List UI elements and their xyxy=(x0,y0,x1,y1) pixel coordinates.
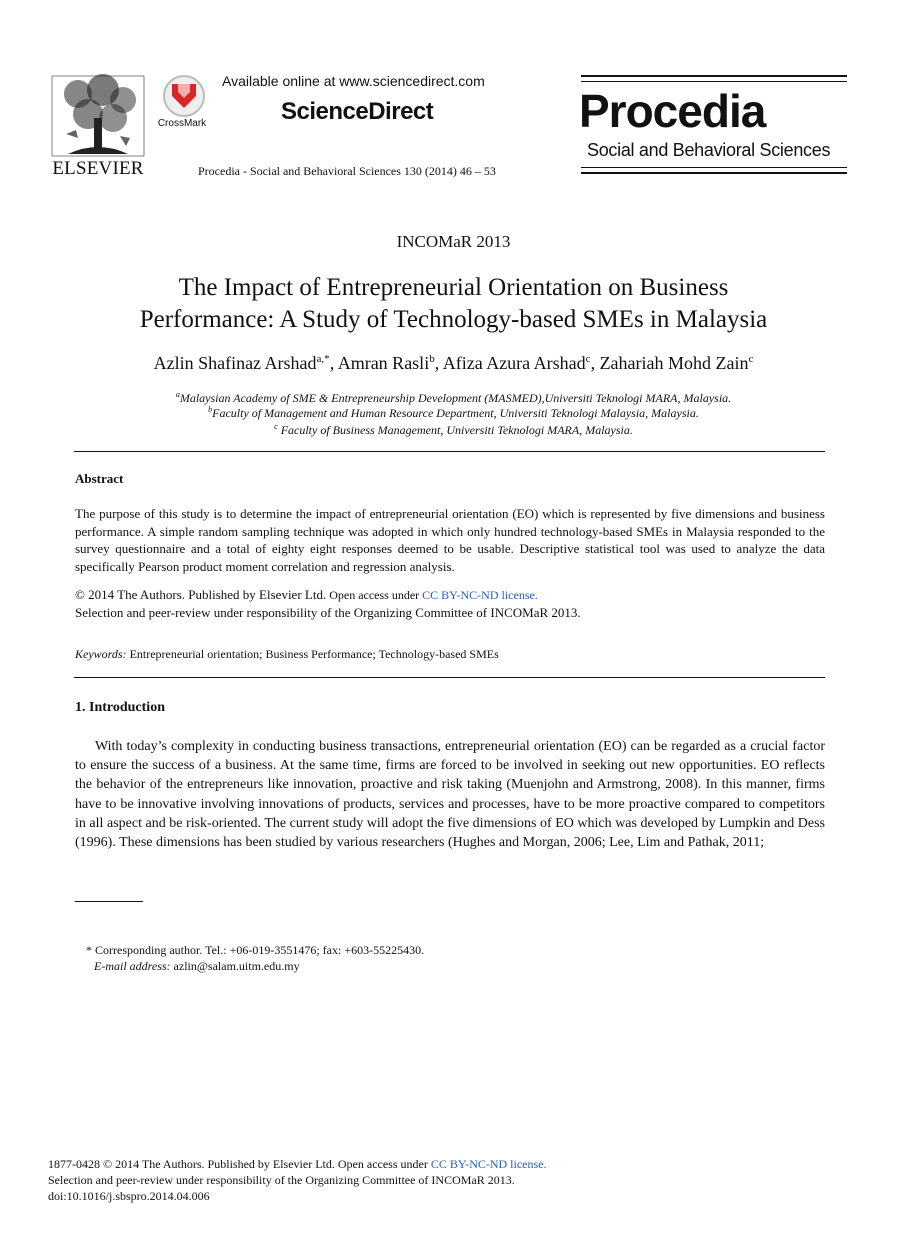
email-address[interactable]: azlin@salam.uitm.edu.my xyxy=(170,959,300,973)
author-affiliation-mark: b xyxy=(429,353,435,365)
available-online-text: Available online at www.sciencedirect.com xyxy=(222,73,485,89)
journal-reference: Procedia - Social and Behavioral Sciences 130 (2014) 46 – 53 xyxy=(198,164,496,178)
affiliation-text: Faculty of Management and Human Resource Department, Universiti Teknologi Malaysia, Malaysia. xyxy=(212,406,699,420)
author-name: Azlin Shafinaz Arshad xyxy=(153,353,317,373)
section-heading-introduction: 1. Introduction xyxy=(75,700,165,715)
sciencedirect-logo-text: ScienceDirect xyxy=(281,98,434,125)
affiliation-mark: c xyxy=(274,422,278,431)
footnote-divider xyxy=(75,901,143,902)
crossmark-label: CrossMark xyxy=(157,118,207,129)
procedia-rule-bottom-thin xyxy=(581,167,847,168)
affiliation-text: Malaysian Academy of SME & Entrepreneurship Development (MASMED),Universiti Teknologi MARA, Malaysia. xyxy=(179,391,732,405)
footer-doi[interactable]: doi:10.1016/j.sbspro.2014.04.006 xyxy=(48,1189,210,1203)
footer-peer-review-line: Selection and peer-review under responsibility of the Organizing Committee of INCOMaR 2013. xyxy=(48,1173,515,1187)
procedia-rule-top-thin xyxy=(581,81,847,82)
introduction-paragraph: With today’s complexity in conducting business transactions, entrepreneurial orientation (EO) can be regarded as a crucial factor to ensure the success of a business. At the same time, firms are forced to be involved in seeking out new opportunities. EO reflects the behavior of the entrepreneurs like innovation, proactive and risk taking (Muenjohn and Armstrong, 2008). In this manner, firms have to be innovative involving innovations of products, services and processes, have to be more proactive compared to competitors in all aspect and be risk-oriented. The current study will adopt the five dimensions of EO which was developed by Lumpkin and Dess (1996). These dimensions has been studied by various researchers (Hughes and Morgan, 2006; Lee, Lim and Pathak, 2011; xyxy=(75,739,825,851)
email-footnote xyxy=(94,959,300,974)
author-separator: , xyxy=(329,353,338,373)
author-separator: , xyxy=(434,353,443,373)
author-name: Zahariah Mohd Zain xyxy=(599,353,749,373)
author-name: Afiza Azura Arshad xyxy=(442,353,586,373)
footer-copyright-text: 1877-0428 © 2014 The Authors. Published by Elsevier Ltd. Open access under xyxy=(48,1157,431,1171)
publisher-name: ELSEVIER xyxy=(52,158,144,179)
corresponding-author-footnote: * Corresponding author. Tel.: +06-019-3551476; fax: +603-55225430. xyxy=(86,943,425,957)
copyright-text: © 2014 The Authors. Published by Elsevier Ltd. xyxy=(75,587,327,602)
copyright-line xyxy=(75,587,538,603)
procedia-rule-bottom xyxy=(581,172,847,174)
author-name: Amran Rasli xyxy=(337,353,430,373)
affiliation-c xyxy=(0,422,907,438)
conference-name: INCOMaR 2013 xyxy=(396,232,511,251)
author-affiliation-mark: c xyxy=(585,353,591,365)
keywords-line xyxy=(75,647,499,662)
open-access-text: Open access under xyxy=(326,588,423,602)
author-list xyxy=(0,353,907,374)
email-label: E-mail address: xyxy=(94,959,171,973)
article-title-line-2: Performance: A Study of Technology-based SMEs in Malaysia xyxy=(139,306,768,333)
author-affiliation-mark: a,* xyxy=(316,353,330,365)
procedia-subtitle: Social and Behavioral Sciences xyxy=(587,140,831,160)
abstract-heading: Abstract xyxy=(75,471,124,486)
affiliation-mark: b xyxy=(208,405,213,414)
abstract-divider-bottom xyxy=(74,677,825,678)
affiliation-mark: a xyxy=(175,390,180,399)
author-affiliation-mark: c xyxy=(748,353,754,365)
affiliation-a xyxy=(0,390,907,406)
keywords-text: Entrepreneurial orientation; Business Performance; Technology-based SMEs xyxy=(126,647,499,661)
footer-license-link[interactable]: CC BY-NC-ND license. xyxy=(430,1157,547,1171)
author-separator: , xyxy=(590,353,600,373)
footer-copyright-line xyxy=(48,1157,547,1172)
license-link[interactable]: CC BY-NC-ND license. xyxy=(422,588,538,602)
article-title-line-1: The Impact of Entrepreneurial Orientation on Business xyxy=(178,274,729,301)
procedia-rule-top xyxy=(581,75,847,77)
peer-review-statement: Selection and peer-review under responsibility of the Organizing Committee of INCOMaR 2013. xyxy=(75,605,581,620)
affiliation-b xyxy=(0,405,907,421)
abstract-divider-top xyxy=(74,451,825,452)
keywords-label: Keywords: xyxy=(75,647,127,661)
abstract-body: The purpose of this study is to determine the impact of entrepreneurial orientation (EO) which is represented by five dimensions and business performance. A simple random sampling technique was adopted in which only hundred technology-based SMEs in Malaysia responded to the survey questionnaire and a total of eighty eight responses deemed to be usable. Descriptive statistical tool was used to analyze the data specifically Pearson product moment correlation and regression analysis. xyxy=(75,506,825,574)
procedia-title: Procedia xyxy=(579,85,766,137)
affiliation-text: Faculty of Business Management, Universiti Teknologi MARA, Malaysia. xyxy=(277,423,633,437)
